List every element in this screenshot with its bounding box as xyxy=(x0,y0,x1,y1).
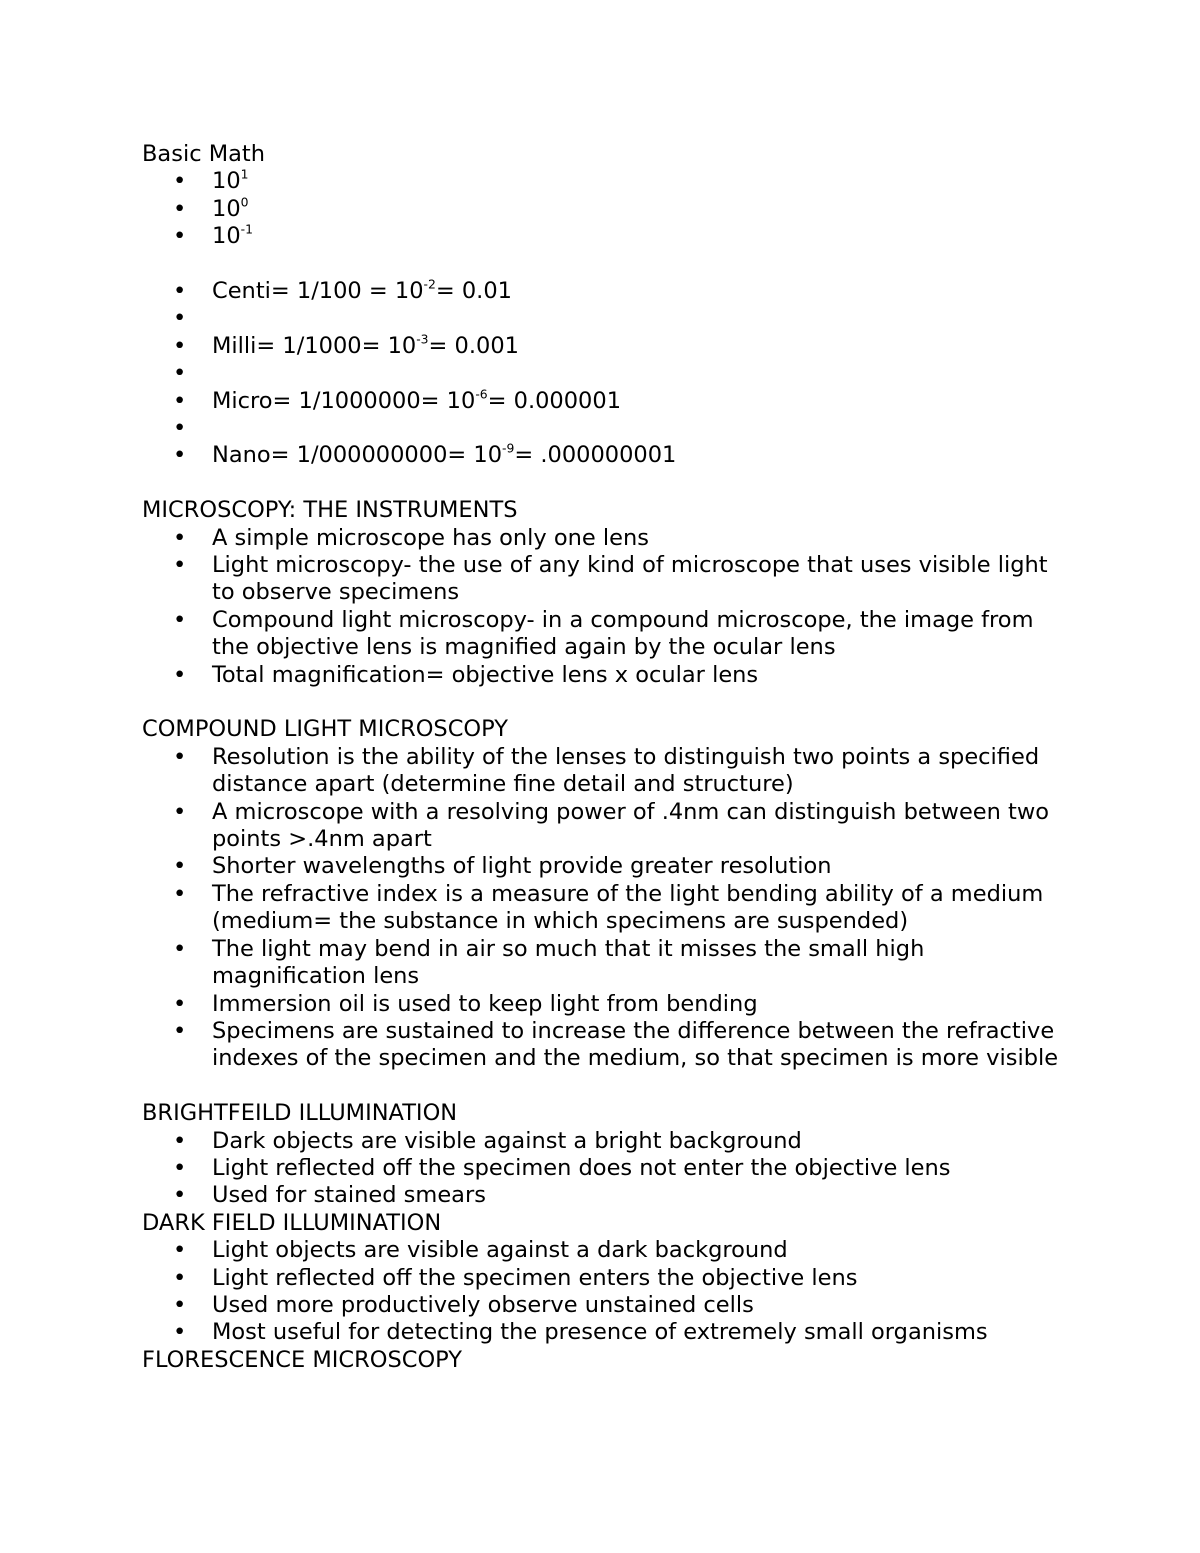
list-item: • A simple microscope has only one lens xyxy=(142,525,1072,552)
compound-heading: COMPOUND LIGHT MICROSCOPY xyxy=(142,716,508,743)
list-item xyxy=(142,196,1072,223)
prefix-text: Nano= 1/000000000= 10 xyxy=(212,442,503,469)
list-item: • Immersion oil is used to keep light from bending xyxy=(142,991,1072,1018)
list-item: • Used for stained smears xyxy=(142,1182,1072,1209)
prefix-text: Centi= 1/100 = 10 xyxy=(212,278,424,305)
darkfield-list xyxy=(142,1237,1072,1347)
list-item xyxy=(142,278,1072,305)
basic-math-heading: Basic Math xyxy=(142,141,266,167)
prefix-value: = .000000001 xyxy=(514,442,677,469)
list-item: • The refractive index is a measure of the light bending ability of a medium (medium= the substance in which specimens are suspended) xyxy=(142,881,1072,936)
power-exponent: -1 xyxy=(240,222,253,237)
list-item: • Light reflected off the specimen enters the objective lens xyxy=(142,1265,1072,1292)
list-item: • Total magnification= objective lens x ocular lens xyxy=(142,662,1072,689)
list-item: • Compound light microscopy- in a compound microscope, the image from the objective lens is magnified again by the ocular lens xyxy=(142,607,1072,662)
list-item xyxy=(142,442,1072,469)
list-item: • The light may bend in air so much that it misses the small high magnification lens xyxy=(142,936,1072,991)
prefix-exponent: -3 xyxy=(416,332,429,347)
list-item xyxy=(142,333,1072,360)
darkfield-heading: DARK FIELD ILLUMINATION xyxy=(142,1209,442,1236)
list-item: • Specimens are sustained to increase the difference between the refractive indexes of the specimen and the medium, so that specimen is more visible xyxy=(142,1018,1072,1073)
brightfield-heading: BRIGHTFEILD ILLUMINATION xyxy=(142,1100,458,1127)
instruments-heading: MICROSCOPY: THE INSTRUMENTS xyxy=(142,497,518,524)
prefix-value: = 0.000001 xyxy=(487,387,622,414)
list-item: • Dark objects are visible against a bright background xyxy=(142,1128,1072,1155)
document-page xyxy=(142,141,1072,1374)
list-item: • Most useful for detecting the presence of extremely small organisms xyxy=(142,1319,1072,1346)
compound-list xyxy=(142,744,1072,1073)
list-item: • Resolution is the ability of the lenses to distinguish two points a specified distance apart (determine fine detail and structure) xyxy=(142,744,1072,799)
fluorescence-heading: FLORESCENCE MICROSCOPY xyxy=(142,1346,462,1373)
power-base: 10 xyxy=(212,168,241,195)
list-item: • Light reflected off the specimen does not enter the objective lens xyxy=(142,1155,1072,1182)
list-item: • A microscope with a resolving power of .4nm can distinguish between two points >.4nm apart xyxy=(142,799,1072,854)
prefix-list xyxy=(142,278,1072,470)
prefix-text: Milli= 1/1000= 10 xyxy=(212,332,417,359)
power-exponent: 1 xyxy=(240,168,249,183)
list-item: • Shorter wavelengths of light provide greater resolution xyxy=(142,853,1072,880)
prefix-value: = 0.01 xyxy=(435,278,512,305)
prefix-text: Micro= 1/1000000= 10 xyxy=(212,387,476,414)
prefix-exponent: -6 xyxy=(475,387,488,402)
list-item xyxy=(142,223,1072,250)
power-exponent: 0 xyxy=(240,195,249,210)
prefix-exponent: -9 xyxy=(502,442,515,457)
power-base: 10 xyxy=(212,223,241,250)
prefix-value: = 0.001 xyxy=(428,332,519,359)
instruments-list xyxy=(142,525,1072,689)
list-item: • Light objects are visible against a dark background xyxy=(142,1237,1072,1264)
brightfield-list xyxy=(142,1128,1072,1210)
list-item xyxy=(142,388,1072,415)
power-base: 10 xyxy=(212,195,241,222)
list-item: • Used more productively observe unstained cells xyxy=(142,1292,1072,1319)
list-item: • Light microscopy- the use of any kind of microscope that uses visible light to observe specimens xyxy=(142,552,1072,607)
prefix-exponent: -2 xyxy=(423,277,436,292)
powers-list xyxy=(142,168,1072,250)
list-item xyxy=(142,168,1072,195)
